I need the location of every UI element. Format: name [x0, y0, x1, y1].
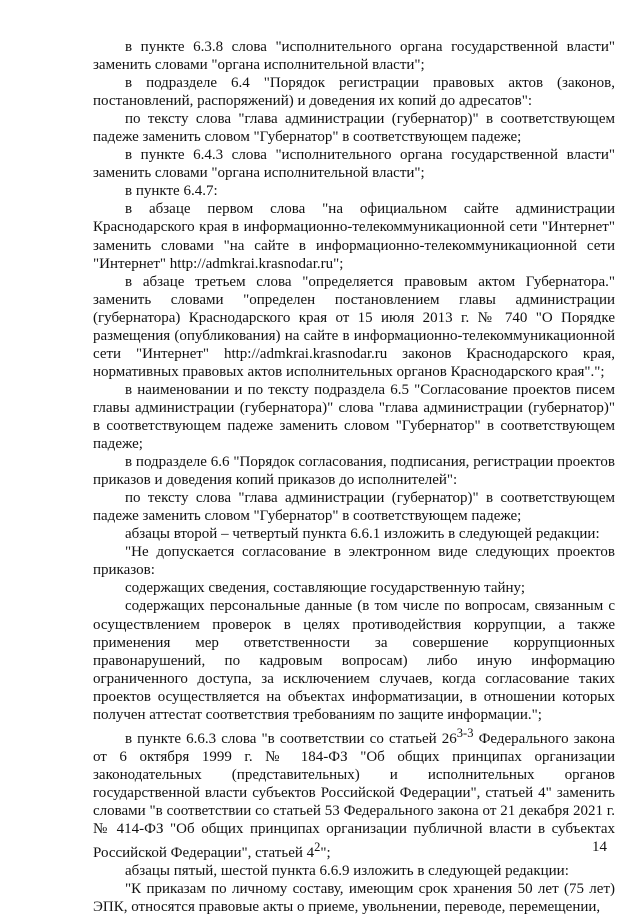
paragraph: содержащих сведения, составляющие государственную тайну;	[125, 580, 526, 597]
paragraph: в подразделе 6.6 "Порядок согласования, подписания, регистрации проектов приказов и доведения копий приказов до исполнителей":	[93, 454, 615, 489]
paragraph: в подразделе 6.4 "Порядок регистрации правовых актов (законов, постановлений, распоряжений) и доведения их копий до адресатов":	[93, 75, 615, 110]
superscript: 2	[314, 840, 321, 855]
paragraph: содержащих персональные данные (в том числе по вопросам, связанным с осуществлением проверок в целях противодействия коррупции, а также применения мер ответственности за совершение коррупционных правонарушений, по кадровым вопросам) либо иную информацию ограниченного доступа, за исключением случаев, когда согласование таких проектов осуществляется на объектах информатизации, в отношении которых получен аттестат соответствия требованиям по защите информации.";	[93, 598, 615, 723]
page-number: 14	[592, 839, 607, 855]
paragraph-text: Федерального закона от 6 октября 1999 г. № 184-ФЗ "Об общих принципах организации законодательных (представительных) и исполнительных органов государственной власти субъектов Российской Федерации", статьей 4" заменить словами "в соответствии со статьей 53 Федерального закона от 21 декабря 2021 г. № 414-ФЗ "Об общих принципах организации публичной власти в субъектах Российской Федерации", статьей 4	[93, 730, 615, 862]
paragraph: в пункте 6.4.7:	[125, 183, 218, 200]
paragraph: в абзаце третьем слова "определяется правовым актом Губернатора." заменить словами "определен постановлением главы администрации (губернатора) Краснодарского края от 15 июля 2013 г. № 740 "О Порядке размещения (опубликования) на сайте в информационно-телекоммуникационной сети "Интернет" http://admkrai.krasnodar.ru законов Краснодарского края, нормативных правовых актов исполнительных органов Краснодарского края".";	[93, 273, 615, 380]
paragraph: "Не допускается согласование в электронном виде следующих проектов приказов:	[93, 544, 615, 579]
paragraph: по тексту слова "глава администрации (губернатор)" в соответствующем падеже заменить словом "Губернатор" в соответствующем падеже;	[93, 111, 615, 146]
paragraph: в абзаце первом слова "на официальном сайте администрации Краснодарского края в информационно-телекоммуникационной сети "Интернет" заменить словами "на сайте в информационно-телекоммуникационной сети "Интернет" http://admkrai.krasnodar.ru";	[93, 201, 615, 272]
paragraph: по тексту слова "глава администрации (губернатор)" в соответствующем падеже заменить словом "Губернатор" в соответствующем падеже;	[93, 490, 615, 525]
document-body	[93, 38, 615, 916]
paragraph: в наименовании и по тексту подраздела 6.5 "Согласование проектов писем главы администрации (губернатора)" слова "глава администрации (губернатор)" в соответствующем падеже заменить словом "Губернатор" в соответствующем падеже;	[93, 381, 615, 453]
paragraph-with-superscripts	[93, 724, 615, 862]
paragraph: абзацы второй – четвертый пункта 6.6.1 изложить в следующей редакции:	[125, 526, 600, 543]
paragraph: абзацы пятый, шестой пункта 6.6.9 изложить в следующей редакции:	[125, 863, 569, 880]
paragraph: "К приказам по личному составу, имеющим срок хранения 50 лет (75 лет) ЭПК, относятся правовые акты о приеме, увольнении, переводе, перемещении,	[93, 881, 615, 916]
paragraph-text: ";	[320, 845, 331, 862]
paragraph-text: в пункте 6.6.3 слова "в соответствии со статьей 26	[125, 730, 457, 747]
paragraph: в пункте 6.3.8 слова "исполнительного органа государственной власти" заменить словами "органа исполнительной власти";	[93, 39, 615, 74]
superscript: 3-3	[456, 725, 474, 740]
paragraph: в пункте 6.4.3 слова "исполнительного органа государственной власти" заменить словами "органа исполнительной власти";	[93, 147, 615, 182]
